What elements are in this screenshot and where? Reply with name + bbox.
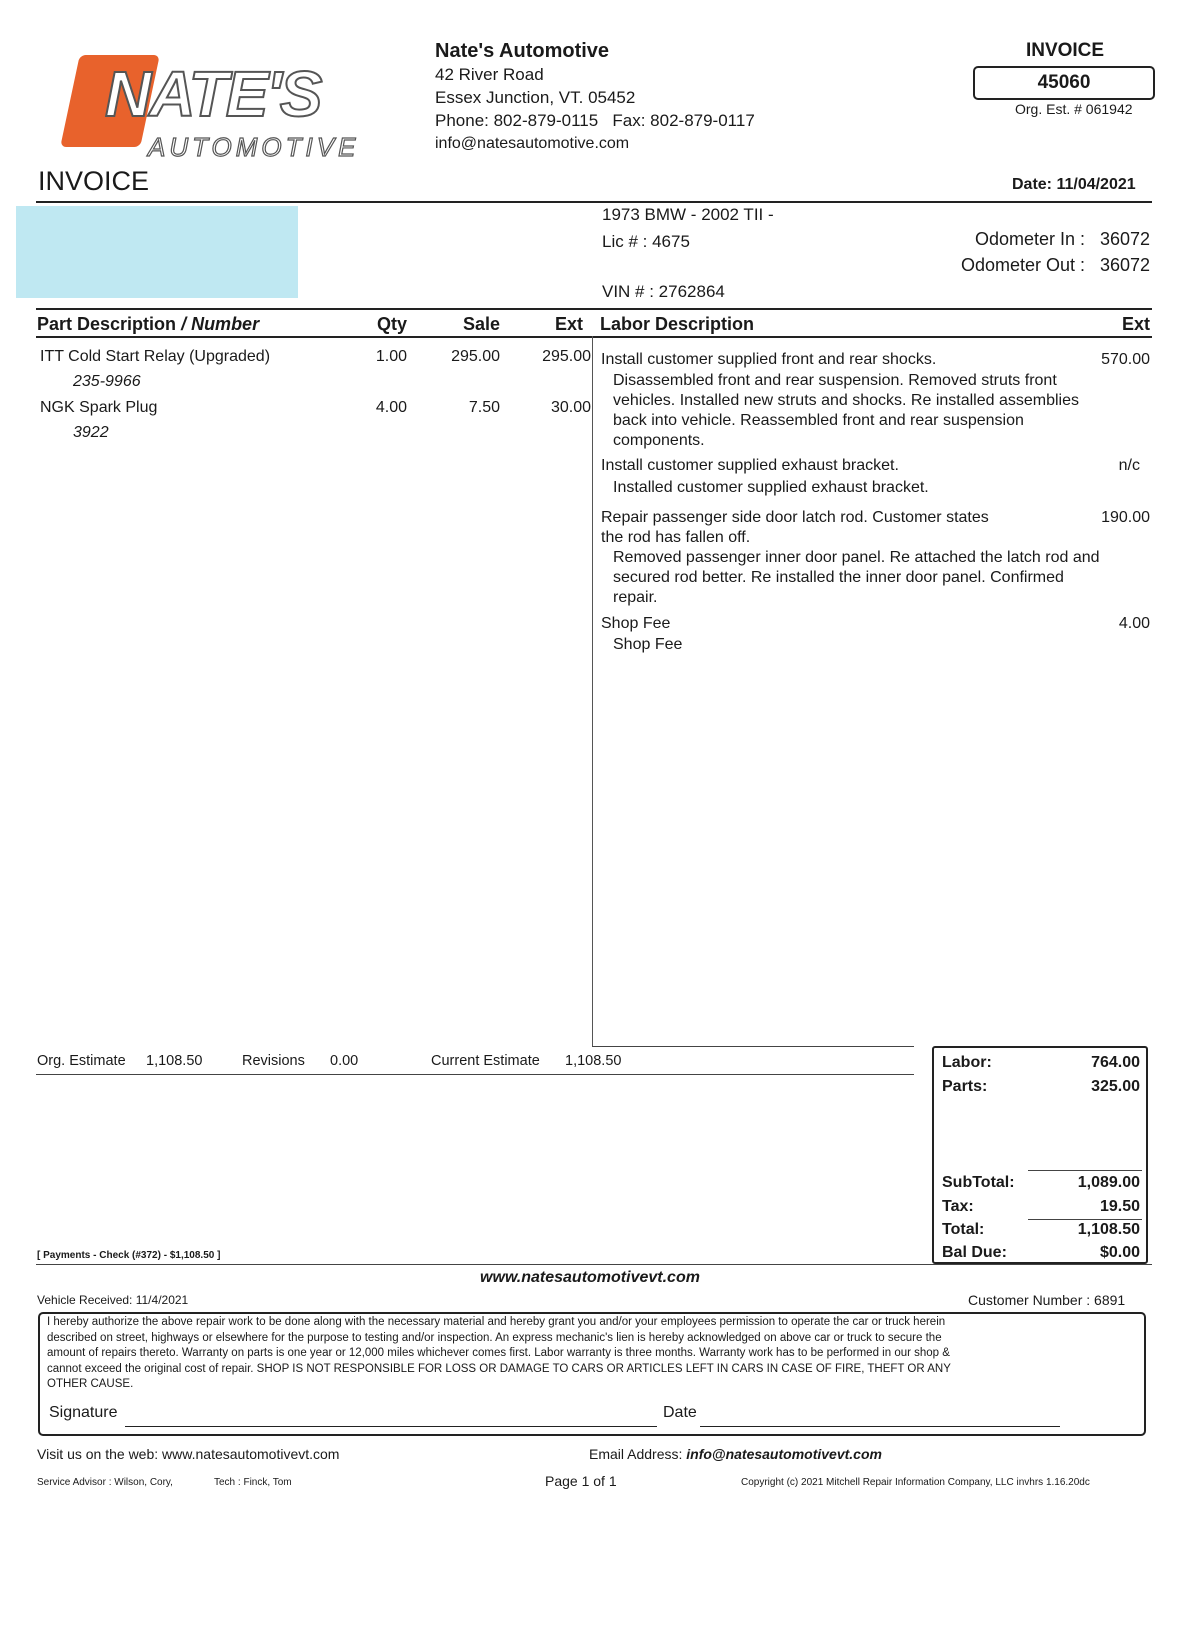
footer-visit — [37, 1446, 339, 1462]
labor-detail-line: secured rod better. Re installed the inner door panel. Confirmed — [613, 569, 1064, 586]
customer-number: Customer Number : 6891 — [968, 1292, 1126, 1308]
company-info — [435, 40, 755, 155]
labor-detail-line: Disassembled front and rear suspension. Removed struts front — [613, 372, 1057, 389]
footer-email-address[interactable]: info@natesautomotivevt.com — [686, 1446, 882, 1462]
authorization-line: I hereby authorize the above repair work to be done along with the necessary material and hereby grant you and/or your employees permission to operate the car or truck herein — [47, 1316, 946, 1328]
header-underline — [36, 336, 1152, 338]
part-number: 235-9966 — [73, 373, 141, 390]
footer-visit-label: Visit us on the web: — [37, 1446, 159, 1462]
labor-ext: 570.00 — [1101, 351, 1150, 368]
authorization-line: OTHER CAUSE. — [47, 1378, 134, 1390]
parts-total-label: Parts: — [942, 1078, 988, 1095]
subtotal-label: SubTotal: — [942, 1174, 1015, 1191]
labor-detail-line: back into vehicle. Reassembled front and rear suspension — [613, 412, 1024, 429]
vehicle-description: 1973 BMW - 2002 TII - — [602, 205, 774, 224]
website-center[interactable]: www.natesautomotivevt.com — [480, 1269, 700, 1286]
parts-header-description-label: Part Description — [37, 314, 177, 334]
signature-label: Signature — [49, 1404, 118, 1421]
authorization-line: amount of repairs thereto. Warranty on parts is one year or 12,000 miles whichever comes first. Labor warranty is three months. Warranty work has to be performed in our shop & — [47, 1347, 950, 1359]
current-estimate-label: Current Estimate — [431, 1053, 540, 1069]
invoice-title: INVOICE — [38, 166, 150, 196]
footer-email-label: Email Address: — [589, 1446, 683, 1462]
company-name: Nate's Automotive — [435, 40, 610, 62]
signature-line[interactable] — [125, 1426, 657, 1427]
authorization-text — [47, 1315, 1127, 1393]
part-description: NGK Spark Plug — [40, 399, 158, 416]
vehicle-received: Vehicle Received: 11/4/2021 — [37, 1293, 189, 1307]
part-sale: 295.00 — [451, 348, 500, 365]
part-qty: 1.00 — [375, 348, 407, 365]
invoice-label: INVOICE — [1025, 40, 1105, 61]
total-value: 1,108.50 — [1077, 1221, 1140, 1238]
footer-email — [589, 1446, 882, 1462]
odometer-out-label: Odometer Out : — [960, 255, 1085, 275]
labor-ext: 190.00 — [1101, 509, 1150, 526]
part-number: 3922 — [73, 424, 109, 441]
balance-due-value: $0.00 — [1099, 1244, 1140, 1261]
payments-note: [ Payments - Check (#372) - $1,108.50 ] — [37, 1250, 221, 1261]
labor-total-value: 764.00 — [1091, 1054, 1140, 1071]
parts-header-description — [37, 314, 259, 335]
authorization-line: described on street, highways or elsewhere for the purpose to testing and/or inspection. An express mechanic's lien is hereby acknowledged on above car or truck to secure the — [47, 1331, 942, 1344]
authorization-line: cannot exceed the original cost of repair. SHOP IS NOT RESPONSIBLE FOR LOSS OR DAMAGE TO CARS OR ARTICLES LEFT IN CARS IN CASE OF FIRE, THEFT OR ANY — [47, 1362, 951, 1375]
labor-header-description: Labor Description — [600, 314, 755, 334]
part-description: ITT Cold Start Relay (Upgraded) — [40, 348, 271, 365]
org-estimate-label: Org. Estimate — [37, 1053, 126, 1069]
labor-ext: n/c — [1118, 457, 1140, 474]
labor-detail-line: components. — [613, 432, 705, 449]
labor-total-label: Labor: — [942, 1054, 992, 1071]
odometer-out-value: 36072 — [1099, 255, 1150, 275]
odometer-in-label: Odometer In : — [974, 229, 1085, 249]
redacted-customer-info — [16, 206, 298, 298]
tax-label: Tax: — [942, 1198, 974, 1215]
labor-detail-line: Installed customer supplied exhaust bracket. — [613, 479, 929, 496]
company-logo — [70, 50, 370, 165]
odometer-in-value: 36072 — [1099, 229, 1150, 249]
part-sale: 7.50 — [468, 399, 500, 416]
balance-due-label: Bal Due: — [942, 1244, 1007, 1261]
parts-header-qty: Qty — [376, 314, 407, 334]
logo-subtitle: AUTOMOTIVE — [148, 132, 360, 162]
estimate-top-line — [592, 1046, 914, 1047]
logo-word: NATE'S — [105, 58, 321, 130]
vehicle-license: Lic # : 4675 — [602, 232, 690, 251]
total-label: Total: — [942, 1221, 985, 1238]
footer-visit-url[interactable]: www.natesautomotivevt.com — [162, 1446, 340, 1462]
parts-labor-divider — [592, 336, 593, 1046]
subtotal-rule — [1028, 1170, 1142, 1171]
part-ext: 295.00 — [542, 348, 591, 365]
labor-title: Shop Fee — [601, 615, 671, 632]
labor-detail-line: repair. — [613, 589, 658, 606]
company-email: info@natesautomotive.com — [435, 135, 630, 152]
labor-detail-line: Shop Fee — [613, 636, 683, 653]
payments-line — [36, 1264, 1152, 1265]
date-line[interactable] — [700, 1426, 1060, 1427]
part-qty: 4.00 — [375, 399, 407, 416]
company-address-line2: Essex Junction, VT. 05452 — [435, 88, 636, 107]
tax-value: 19.50 — [1099, 1198, 1140, 1215]
company-phone-fax: Phone: 802-879-0115 Fax: 802-879-0117 — [435, 111, 755, 130]
parts-header-number-label: / Number — [181, 314, 260, 334]
copyright: Copyright (c) 2021 Mitchell Repair Information Company, LLC invhrs 1.16.20dc — [741, 1477, 1090, 1488]
labor-header-ext: Ext — [1121, 314, 1150, 334]
labor-title-continued: the rod has fallen off. — [601, 529, 751, 546]
page-number: Page 1 of 1 — [545, 1473, 617, 1489]
revisions-value: 0.00 — [330, 1053, 359, 1069]
total-rule — [1028, 1219, 1142, 1220]
invoice-number: 45060 — [973, 66, 1155, 100]
header-divider — [36, 201, 1152, 203]
date-label: Date — [663, 1404, 697, 1421]
labor-detail-line: Removed passenger inner door panel. Re attached the latch rod and — [613, 549, 1100, 566]
org-estimate-value: 1,108.50 — [146, 1053, 203, 1069]
parts-header-sale: Sale — [462, 314, 500, 334]
table-top-divider — [36, 308, 1152, 310]
labor-detail-line: vehicles. Installed new struts and shocks. Re installed assemblies — [613, 392, 1079, 409]
vehicle-vin: VIN # : 2762864 — [602, 282, 725, 301]
estimate-bottom-line — [36, 1074, 914, 1075]
labor-title: Install customer supplied exhaust bracket. — [601, 457, 899, 474]
current-estimate-value: 1,108.50 — [565, 1053, 622, 1069]
labor-title: Repair passenger side door latch rod. Customer states — [601, 509, 989, 526]
technician: Tech : Finck, Tom — [214, 1477, 292, 1488]
part-ext: 30.00 — [550, 399, 591, 416]
invoice-date: Date: 11/04/2021 — [1012, 176, 1136, 193]
revisions-label: Revisions — [242, 1053, 305, 1069]
org-estimate-number: Org. Est. # 061942 — [1015, 101, 1133, 117]
parts-header-ext: Ext — [554, 314, 583, 334]
parts-total-value: 325.00 — [1091, 1078, 1140, 1095]
labor-ext: 4.00 — [1118, 615, 1150, 632]
labor-title: Install customer supplied front and rear shocks. — [601, 351, 937, 368]
subtotal-value: 1,089.00 — [1077, 1174, 1140, 1191]
service-advisor: Service Advisor : Wilson, Cory, — [37, 1477, 173, 1488]
company-address-line1: 42 River Road — [435, 65, 544, 84]
